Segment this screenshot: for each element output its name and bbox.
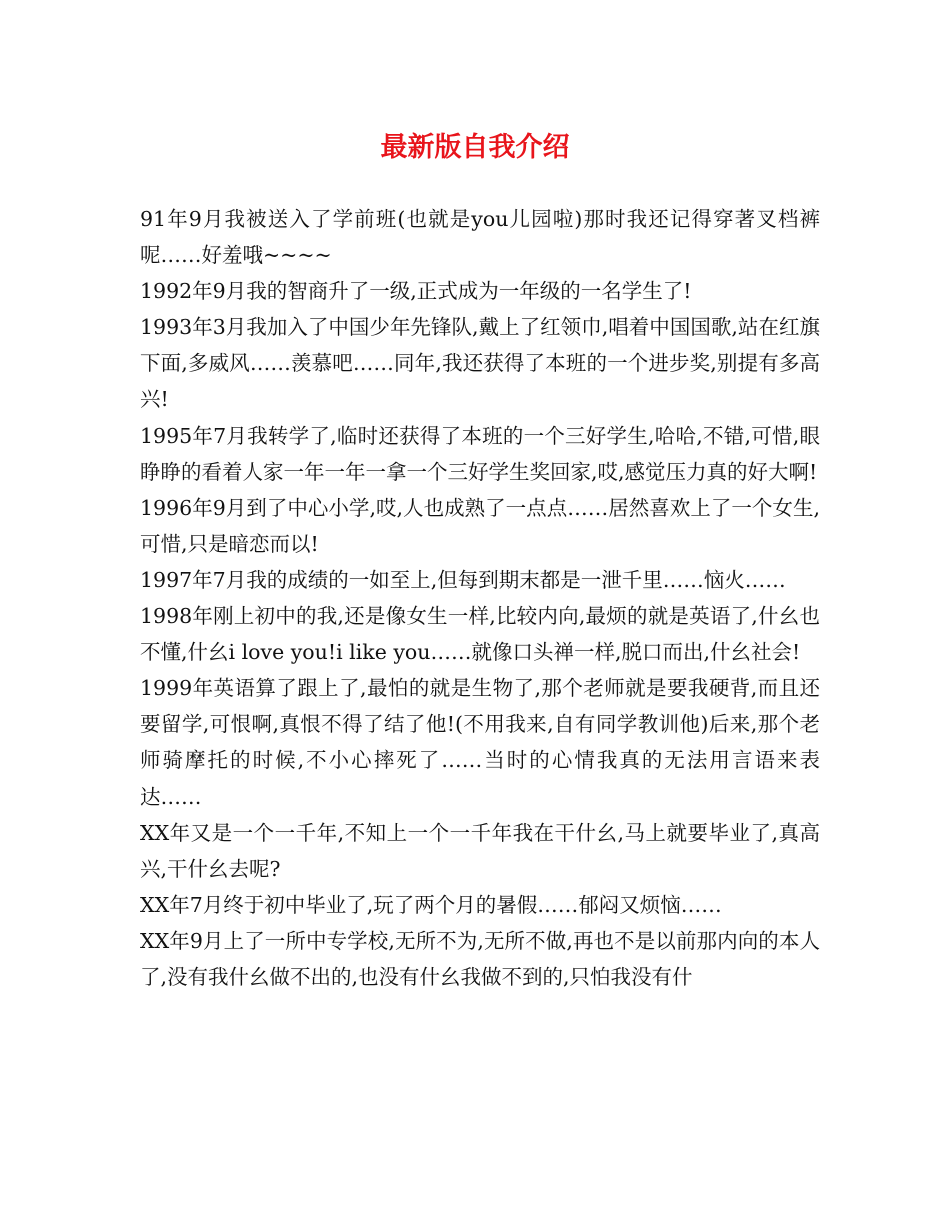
paragraph-xx-july: XX年7月终于初中毕业了,玩了两个月的暑假……郁闷又烦恼…… [140,892,722,917]
document-body [140,201,820,995]
paragraph-1997: 1997年7月我的成绩的一如至上,但每到期末都是一泄千里……恼火…… [140,567,786,592]
paragraph-1991: 91年9月我被送入了学前班(也就是you儿园啦)那时我还记得穿著叉档裤呢……好羞哦~~~~ [140,207,820,268]
paragraph-1996: 1996年9月到了中心小学,哎,人也成熟了一点点……居然喜欢上了一个女生,可惜,只是暗恋而以! [140,495,820,556]
paragraph-1993: 1993年3月我加入了中国少年先锋队,戴上了红领巾,唱着中国国歌,站在红旗下面,多威风……羡慕吧……同年,我还获得了本班的一个进步奖,别提有多高兴! [140,315,820,412]
paragraph-xx-september: XX年9月上了一所中专学校,无所不为,无所不做,再也不是以前那内向的本人了,没有我什幺做不出的,也没有什幺我做不到的,只怕我没有什 [140,928,820,989]
paragraph-1998: 1998年刚上初中的我,还是像女生一样,比较内向,最烦的就是英语了,什幺也不懂,什幺i love you!i like you……就像口头禅一样,脱口而出,什幺社会! [140,604,820,665]
paragraph-xx-millennium: XX年又是一个一千年,不知上一个一千年我在干什幺,马上就要毕业了,真高兴,干什幺去呢? [140,820,820,881]
paragraph-1995: 1995年7月我转学了,临时还获得了本班的一个三好学生,哈哈,不错,可惜,眼睁睁的看着人家一年一年一拿一个三好学生奖回家,哎,感觉压力真的好大啊! [140,423,820,484]
paragraph-1992: 1992年9月我的智商升了一级,正式成为一年级的一名学生了! [140,279,692,304]
paragraph-1999: 1999年英语算了跟上了,最怕的就是生物了,那个老师就是要我硬背,而且还要留学,可恨啊,真恨不得了结了他!(不用我来,自有同学教训他)后来,那个老师骑摩托的时候,不小心摔死了……当时的心情我真的无法用言语来表达…… [140,676,820,809]
document-title: 最新版自我介绍 [380,132,570,163]
